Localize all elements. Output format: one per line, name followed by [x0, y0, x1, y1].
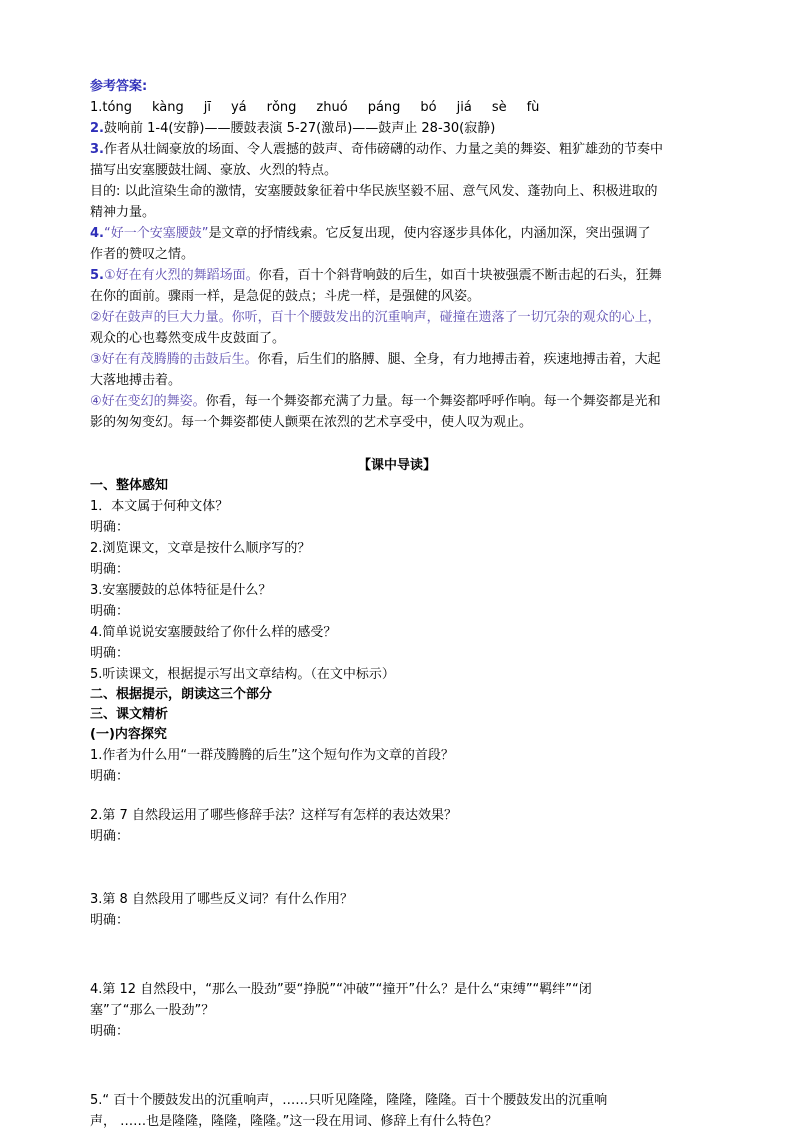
answer-3-line2: 描写出安塞腰鼓壮阔、豪放、火烈的特点。 [90, 163, 338, 178]
answer-4-quote: “好一个安塞腰鼓” [103, 226, 209, 241]
section-1-title: 一、整体感知 [90, 478, 169, 493]
pinyin-item: sè [491, 100, 507, 115]
pinyin-item: bó [420, 100, 437, 115]
answer-5-1-head: ①好在有火烈的舞蹈场面。 [103, 268, 259, 283]
answer-4-number: 4. [90, 226, 104, 241]
answer-5-2-line1: ②好在鼓声的巨大力量。你听，百十个腰鼓发出的沉重响声，碰撞在遗落了一切冗杂的观众的心上， [90, 310, 661, 325]
answer-5-2-head: ②好在鼓声的巨大力量。 [90, 310, 232, 325]
pinyin-item: kàng [151, 100, 184, 115]
answer-3-purpose-line1: 目的: 以此渲染生命的激情，安塞腰鼓象征着中华民族坚毅不屈、意气风发、蓬勃向上、积极进取的 [90, 184, 658, 199]
question-4: 4.简单说说安塞腰鼓给了你什么样的感受？ [90, 625, 337, 640]
pinyin-line [90, 97, 704, 118]
pinyin-item: jī [203, 100, 211, 115]
content-answer-4: 明确： [90, 1024, 130, 1039]
answer-4-line1: 4.“好一个安塞腰鼓”是文章的抒情线索。它反复出现，使内容逐步具体化，内涵加深，突出强调了 [90, 226, 651, 241]
answer-5-number: 5. [90, 268, 104, 283]
answer-blank-3: 明确： [90, 604, 130, 619]
answer-3-line1: 3.作者从壮阔豪放的场面、令人震撼的鼓声、奇伟磅礴的动作、力量之美的舞姿、粗犷雄劲的节奏中 [90, 142, 663, 157]
answers-heading: 参考答案: [90, 79, 148, 94]
pinyin-prefix: 1. [90, 100, 103, 115]
answer-5-3-line1: ③好在有茂腾腾的击鼓后生。你看，后生们的胳膊、腿、全身，有力地搏击着，疾速地搏击着，大起 [90, 352, 661, 367]
guide-title: 【课中导读】 [357, 458, 436, 473]
answer-blank-2: 明确： [90, 562, 130, 577]
content-question-2: 2.第 7 自然段运用了哪些修辞手法？这样写有怎样的表达效果？ [90, 808, 457, 823]
subsection-content-title: (一)内容探究 [90, 727, 167, 742]
pinyin-item: fù [526, 100, 540, 115]
content-answer-3: 明确： [90, 913, 130, 928]
content-answer-2: 明确： [90, 829, 130, 844]
question-3: 3.安塞腰鼓的总体特征是什么？ [90, 583, 272, 598]
answer-5-1-line2: 在你的面前。骤雨一样，是急促的鼓点；斗虎一样，是强健的风姿。 [90, 289, 481, 304]
answer-blank-4: 明确： [90, 646, 130, 661]
answer-5-4-head: ④好在变幻的舞姿。 [90, 394, 206, 409]
section-2-title: 二、根据提示，朗读这三个部分 [90, 687, 273, 702]
answer-5-3-head: ③好在有茂腾腾的击鼓后生。 [90, 352, 258, 367]
content-question-5-line2: 声， ……也是隆隆，隆隆，隆隆。”这一段在用词、修辞上有什么特色？ [90, 1114, 498, 1129]
answer-2-text: 鼓响前 1-4(安静)——腰鼓表演 5-27(激昂)——鼓声止 28-30(寂静) [103, 121, 496, 136]
content-question-4-line2: 塞”了“那么一股劲”？ [90, 1003, 215, 1018]
answer-blank-1: 明确： [90, 520, 130, 535]
question-2: 2.浏览课文，文章是按什么顺序写的？ [90, 541, 311, 556]
question-1: 1．本文属于何种文体？ [90, 499, 229, 514]
pinyin-item: jiá [456, 100, 472, 115]
document-page [90, 76, 704, 1132]
answer-3-number: 3. [90, 142, 104, 157]
answer-3-purpose-line2: 精神力量。 [90, 205, 156, 220]
question-5: 5.听读课文，根据提示写出文章结构。（在文中标示） [90, 667, 395, 682]
answer-5-2-line2: 观众的心也蓦然变成牛皮鼓面了。 [90, 331, 286, 346]
answer-5-4-line1: ④好在变幻的舞姿。你看，每一个舞姿都充满了力量。每一个舞姿都呼呼作响。每一个舞姿都是光和 [90, 394, 661, 409]
answer-5-4-line2: 影的匆匆变幻。每一个舞姿都使人颤栗在浓烈的艺术享受中，使人叹为观止。 [90, 415, 533, 430]
pinyin-item: zhuó [316, 100, 348, 115]
content-question-3: 3.第 8 自然段用了哪些反义词？有什么作用？ [90, 892, 353, 907]
answer-2 [90, 118, 704, 139]
pinyin-item: tóng [102, 100, 132, 115]
answer-5-1-line1: 5.①好在有火烈的舞蹈场面。你看，百十个斜背响鼓的后生，如百十块被强震不断击起的石头，狂舞 [90, 268, 662, 283]
answer-4-line2: 作者的赞叹之情。 [90, 247, 195, 262]
content-question-5-line1: 5.“ 百十个腰鼓发出的沉重响声，……只听见隆隆，隆隆，隆隆。百十个腰鼓发出的沉重响 [90, 1093, 608, 1108]
section-3-title: 三、课文精析 [90, 707, 169, 722]
answer-5-3-line2: 大落地搏击着。 [90, 373, 182, 388]
pinyin-item: páng [367, 100, 401, 115]
pinyin-item: yá [230, 100, 247, 115]
content-question-4-line1: 4.第 12 自然段中，“那么一股劲”要“挣脱”“冲破”“撞开”什么？是什么“束缚”“羁绊”“闭 [90, 982, 592, 997]
answer-2-number: 2. [90, 121, 104, 136]
pinyin-item: rǒng [266, 100, 297, 115]
content-answer-1: 明确： [90, 769, 130, 784]
content-question-1: 1.作者为什么用“一群茂腾腾的后生”这个短句作为文章的首段？ [90, 748, 454, 763]
